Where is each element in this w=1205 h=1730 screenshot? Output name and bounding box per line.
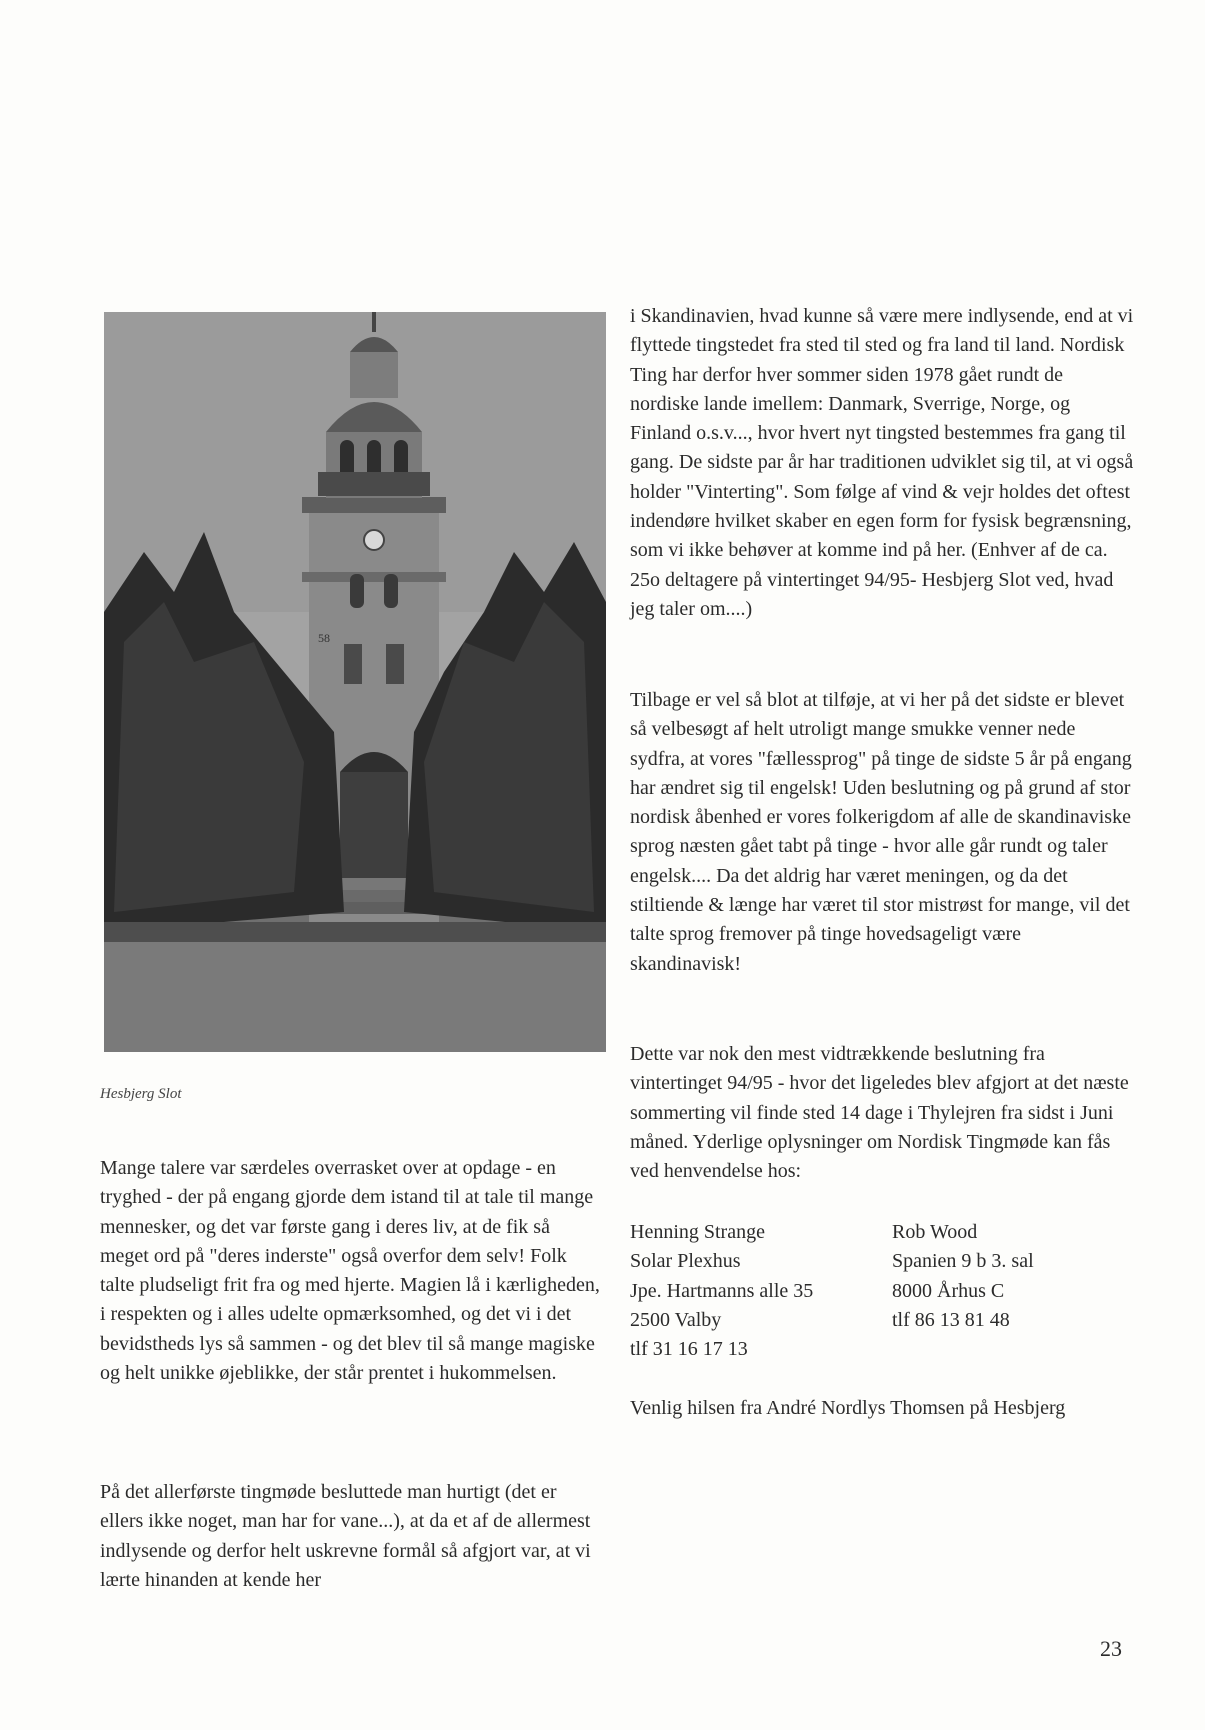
contact-line: 2500 Valby: [630, 1308, 722, 1331]
contact-line: Spanien 9 b 3. sal: [892, 1250, 1034, 1273]
right-paragraph-3: Dette var nok den mest vidtrækkende beslutning fra vintertinget 94/95 - hvor det ligeledes blev afgjort at det næste sommerting vil finde sted 14 dage i Thylejren fra sidst i Juni måned. Yderlige oplysninger om Nordisk Tingmøde kan fås ved henvendelse hos:: [630, 1043, 1129, 1183]
right-paragraph-2: Tilbage er vel så blot at tilføje, at vi her på det sidste er blevet så velbesøgt af helt utroligt mange smukke venner nede sydfra, at vores "fællessprog" på tinge de sidste 5 år på engang har ændret sig til engelsk! Uden beslutning og på grund af stor nordisk åbenhed er vores folkerigdom af alle de skandinaviske sprog næsten gået tabt på tinge - hvor alle går rundt og taler engelsk.... Da det aldrig har været meningen, og da det stiltiende & længe har været til stor mistrøst for mange, vil det talte sprog fremover på tinge hovedsageligt være skandinavisk!: [630, 689, 1132, 975]
page-number: 23: [1100, 1636, 1122, 1661]
right-paragraph-1: i Skandinavien, hvad kunne så være mere indlysende, end at vi flyttede tingstedet fra sted til sted og fra land til land. Nordisk Ting har derfor hver sommer siden 1978 gået rundt de nordiske lande imellem: Danmark, Sverrige, Norge, og Finland o.s.v..., hvor hvert nyt tingsted bestemmes fra gang til gang. De sidste par år har traditionen udviklet sig til, at vi også holder "Vinterting". Som følge af vind & vejr holdes det oftest indendøre hvilket skaber en egen form for fysisk begrænsning, som vi ikke behøver at komme ind på her. (Enhver af de ca. 25o deltagere på vintertinget 94/95- Hesbjerg Slot ved, hvad jeg taler om....): [630, 305, 1134, 620]
tower-number-label: 58: [318, 631, 330, 645]
contact-line: tlf 31 16 17 13: [630, 1338, 748, 1361]
castle-tower-illustration: [104, 312, 606, 1052]
contact-rob-wood: [892, 1218, 1034, 1335]
photo-caption: Hesbjerg Slot: [100, 1086, 182, 1102]
contact-henning-strange: [630, 1218, 813, 1364]
contact-line: Solar Plexhus: [630, 1250, 741, 1273]
contact-line: tlf 86 13 81 48: [892, 1308, 1010, 1331]
left-paragraph-2: På det allerførste tingmøde besluttede man hurtigt (det er ellers ikke noget, man har for vane...), at da et af de allermest indlysende og derfor helt uskrevne formål så afgjort var, at vi lærte hinanden at kende her: [100, 1481, 591, 1591]
contact-line: Henning Strange: [630, 1221, 765, 1243]
left-paragraph-1: Mange talere var særdeles overrasket over at opdage - en tryghed - der på engang gjorde dem istand til at tale til mange mennesker, og det var første gang i deres liv, at de fik så meget ord på "deres inderste" også overfor dem selv! Folk talte pludseligt frit fra og med hjerte. Magien lå i kærligheden, i respekten og i alles udelte opmærksomhed, og det vi i det bevidstheds lys så sammen - og det blev til så mange magiske og helt unikke øjeblikke, der står prentet i hukommelsen.: [100, 1157, 600, 1385]
contact-line: Jpe. Hartmanns alle 35: [630, 1279, 814, 1302]
contact-line: 8000 Århus C: [892, 1279, 1005, 1302]
hesbjerg-slot-photo: [104, 312, 606, 1052]
signoff: Venlig hilsen fra André Nordlys Thomsen på Hesbjerg: [630, 1397, 1066, 1419]
contact-line: Rob Wood: [892, 1221, 978, 1243]
